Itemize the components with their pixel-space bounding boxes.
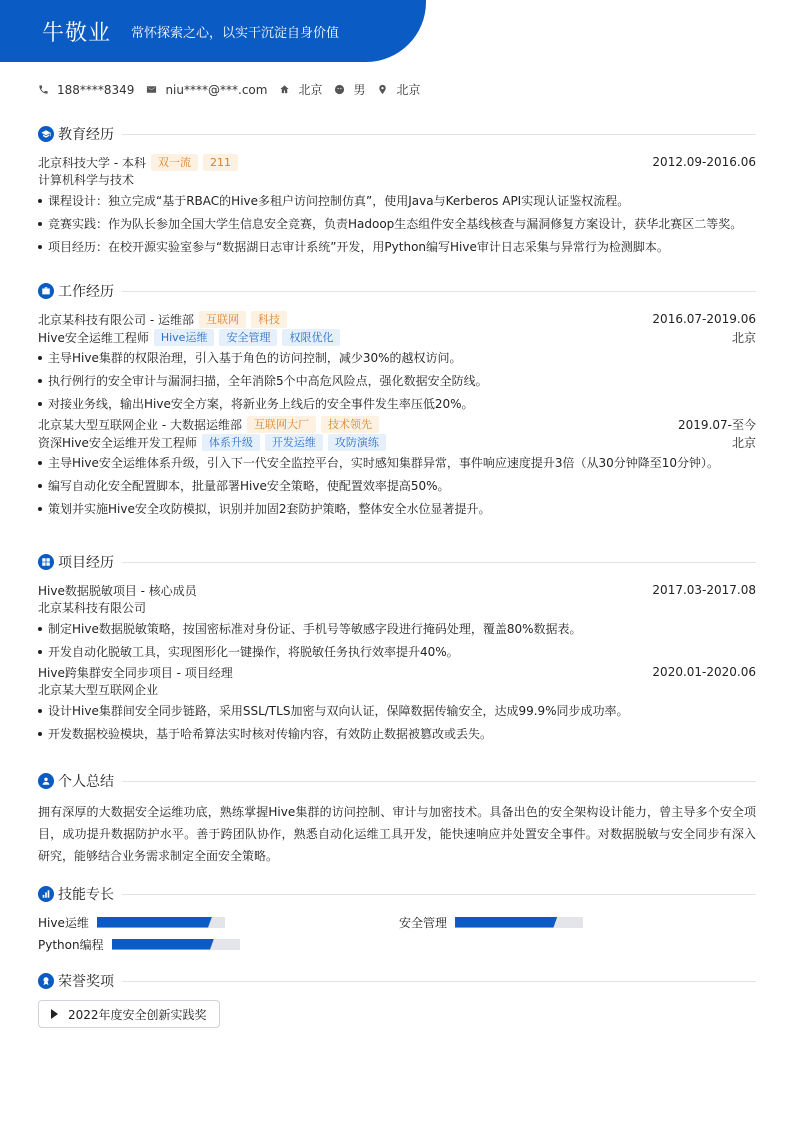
job-header — [38, 415, 756, 433]
skill-name: 安全管理 — [399, 915, 448, 930]
list-item: 主导Hive集群的权限治理，引入基于角色的访问控制，减少30%的越权访问。 — [38, 349, 756, 367]
skill-bar-fill — [112, 939, 214, 950]
job-header — [38, 310, 756, 328]
gender-text: 男 — [353, 83, 366, 97]
project-date: 2017.03-2017.08 — [652, 583, 756, 597]
home-icon — [279, 84, 290, 95]
position-tag: Hive运维 — [154, 329, 215, 346]
company-tag: 互联网大厂 — [247, 416, 316, 433]
section-header — [38, 552, 756, 572]
grid-icon — [38, 554, 54, 570]
section-header — [38, 281, 756, 301]
projects-section — [38, 552, 756, 748]
job-city: 北京 — [731, 330, 756, 345]
skill-bar-fill — [455, 917, 557, 928]
list-item: 项目经历：在校开源实验室参与“数据湖日志审计系统”开发，用Python编写Hive审计日志采集与异常行为检测脚本。 — [38, 238, 756, 256]
project-org: 北京某大型互联网企业 — [38, 683, 159, 697]
section-header — [38, 884, 756, 904]
section-divider — [122, 562, 756, 563]
job-position: Hive安全运维工程师 — [38, 330, 149, 345]
school-tag: 双一流 — [151, 154, 198, 171]
company-tag: 科技 — [251, 311, 287, 328]
skills-list — [38, 914, 756, 962]
briefcase-icon — [38, 283, 54, 299]
section-title: 个人总结 — [58, 774, 114, 790]
company-tag: 互联网 — [199, 311, 246, 328]
list-item: 设计Hive集群间安全同步链路，采用SSL/TLS加密与双向认证，保障数据传输安全，达成99.9%同步成功率。 — [38, 702, 756, 720]
company-name: 北京某大型互联网企业 - 大数据运维部 — [38, 417, 242, 432]
list-item: 策划并实施Hive安全攻防模拟，识别并加固2套防护策略，整体安全水位显著提升。 — [38, 500, 756, 518]
graduation-cap-icon — [38, 126, 54, 142]
contact-bar — [38, 81, 433, 98]
section-title: 技能专长 — [58, 887, 114, 903]
job-position-row — [38, 433, 756, 451]
work-section — [38, 281, 756, 523]
skill-item — [38, 915, 225, 929]
position-tag: 安全管理 — [219, 329, 277, 346]
skill-item — [38, 937, 240, 951]
email-text: niu****@***.com — [165, 82, 268, 97]
job-date: 2019.07-至今 — [678, 417, 756, 432]
list-item: 制定Hive数据脱敏策略，按国密标准对身份证、手机号等敏感字段进行掩码处理，覆盖80%数据表。 — [38, 620, 756, 638]
play-triangle-icon — [51, 1009, 58, 1019]
section-title: 工作经历 — [58, 284, 114, 300]
skill-name: Python编程 — [38, 937, 104, 952]
section-divider — [122, 781, 756, 782]
skill-bar — [455, 917, 583, 928]
education-entry-header — [38, 153, 756, 171]
job-entry — [38, 415, 756, 518]
job-position: 资深Hive安全运维开发工程师 — [38, 435, 197, 450]
project-date: 2020.01-2020.06 — [652, 665, 756, 679]
skill-bar — [112, 939, 240, 950]
summary-text: 拥有深厚的大数据安全运维功底，熟练掌握Hive集群的访问控制、审计与加密技术。具备出色的安全架构设计能力，曾主导多个安全项目，成功提升数据防护水平。善于跨团队协作，熟悉自动化运维工具开发，能快速响应并处置安全事件。对数据脱敏与安全同步有深入研究，能够结合业务需求制定全面安全策略。 — [38, 805, 756, 863]
skills-section — [38, 884, 756, 962]
award-name: 2022年度安全创新实践奖 — [68, 1007, 207, 1022]
position-tag: 开发运维 — [265, 434, 323, 451]
position-tag: 攻防演练 — [328, 434, 386, 451]
skill-bar-fill — [97, 917, 212, 928]
resume-header — [0, 0, 426, 62]
education-date: 2012.09-2016.06 — [652, 155, 756, 169]
section-header — [38, 771, 756, 791]
bar-chart-icon — [38, 886, 54, 902]
list-item: 竞赛实践：作为队长参加全国大学生信息安全竞赛，负责Hadoop生态组件安全基线核查与漏洞修复方案设计，获华北赛区二等奖。 — [38, 215, 756, 233]
list-item: 主导Hive安全运维体系升级，引入下一代安全监控平台，实时感知集群异常，事件响应速度提升3倍（从30分钟降至10分钟）。 — [38, 454, 756, 472]
project-org: 北京某科技有限公司 — [38, 601, 147, 615]
section-header — [38, 971, 756, 991]
section-divider — [122, 981, 756, 982]
project-name: Hive数据脱敏项目 - 核心成员 — [38, 583, 197, 598]
section-divider — [122, 291, 756, 292]
phone-icon — [38, 84, 49, 95]
section-title: 荣誉奖项 — [58, 974, 114, 990]
job-entry — [38, 310, 756, 413]
education-section — [38, 124, 756, 261]
location-pin-icon — [377, 84, 388, 95]
section-divider — [122, 134, 756, 135]
list-item: 对接业务线，输出Hive安全方案，将新业务上线后的安全事件发生率压低20%。 — [38, 395, 756, 413]
mail-icon — [146, 84, 157, 95]
location-text: 北京 — [396, 83, 421, 97]
list-item: 开发数据校验模块，基于哈希算法实时核对传输内容，有效防止数据被篡改或丢失。 — [38, 725, 756, 743]
job-date: 2016.07-2019.06 — [652, 312, 756, 326]
school-name: 北京科技大学 - 本科 — [38, 155, 146, 170]
section-header — [38, 124, 756, 144]
project-name: Hive跨集群安全同步项目 - 项目经理 — [38, 665, 233, 680]
candidate-name: 牛敬业 — [42, 20, 112, 46]
home-text: 北京 — [298, 83, 323, 97]
skill-name: Hive运维 — [38, 915, 89, 930]
person-face-icon — [334, 84, 345, 95]
list-item: 课程设计：独立完成“基于RBAC的Hive多租户访问控制仿真”，使用Java与Kerberos API实现认证鉴权流程。 — [38, 192, 756, 210]
position-tag: 权限优化 — [282, 329, 340, 346]
list-item: 开发自动化脱敏工具，实现图形化一键操作，将脱敏任务执行效率提升40%。 — [38, 643, 756, 661]
skill-item — [399, 915, 583, 929]
contact-phone — [38, 83, 134, 97]
project-entry — [38, 663, 756, 743]
award-icon — [38, 973, 54, 989]
contact-home — [279, 81, 322, 98]
section-title: 项目经历 — [58, 555, 114, 571]
list-item: 执行例行的安全审计与漏洞扫描，全年消除5个中高危风险点，强化数据安全防线。 — [38, 372, 756, 390]
company-name: 北京某科技有限公司 - 运维部 — [38, 312, 194, 327]
phone-text: 188****8349 — [57, 82, 135, 97]
job-position-row — [38, 328, 756, 346]
contact-email — [146, 83, 267, 97]
position-tag: 体系升级 — [202, 434, 260, 451]
award-item — [38, 1000, 220, 1028]
summary-section — [38, 771, 756, 867]
project-header — [38, 581, 756, 599]
project-entry — [38, 581, 756, 661]
skill-bar — [97, 917, 225, 928]
user-icon — [38, 773, 54, 789]
list-item: 编写自动化安全配置脚本，批量部署Hive安全策略，使配置效率提高50%。 — [38, 477, 756, 495]
honors-section — [38, 971, 756, 1028]
candidate-motto: 常怀探索之心，以实干沉淀自身价值 — [131, 25, 340, 41]
contact-location — [377, 81, 420, 98]
contact-gender — [334, 81, 365, 98]
school-tag: 211 — [203, 154, 238, 171]
major-name: 计算机科学与技术 — [38, 173, 135, 187]
section-divider — [122, 894, 756, 895]
section-title: 教育经历 — [58, 127, 114, 143]
job-city: 北京 — [731, 435, 756, 450]
project-header — [38, 663, 756, 681]
company-tag: 技术领先 — [321, 416, 379, 433]
